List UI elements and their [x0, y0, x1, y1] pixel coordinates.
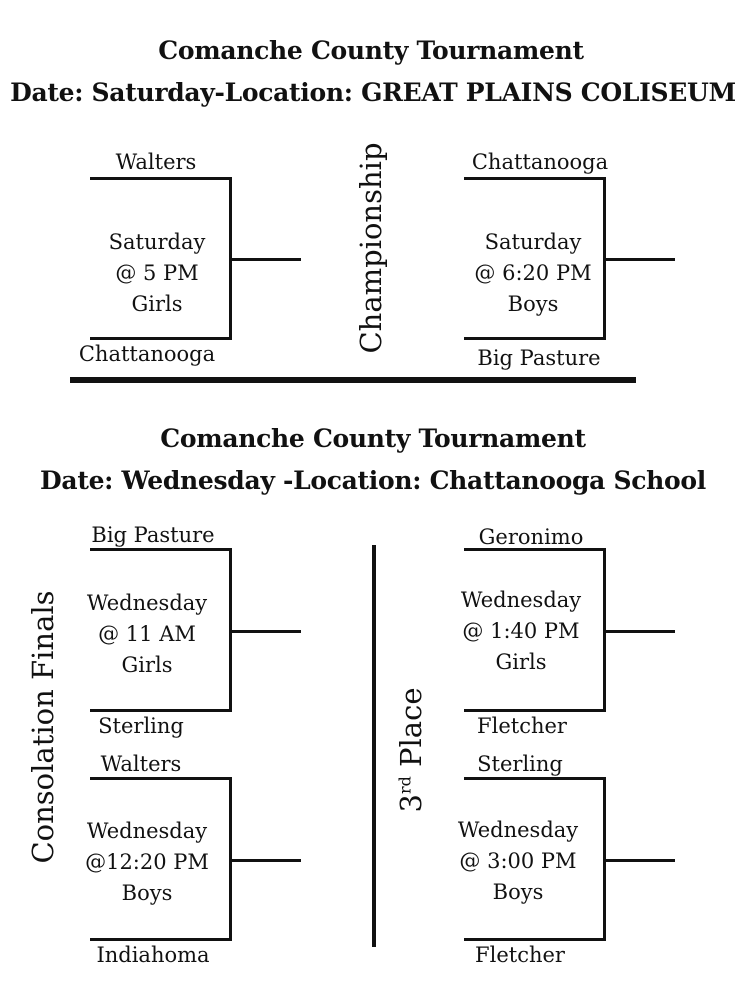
game-time: @ 5 PM	[115, 261, 199, 285]
game-day: Wednesday	[460, 588, 582, 612]
bottom-team: Fletcher	[475, 943, 565, 967]
game-time: @ 1:40 PM	[462, 619, 580, 643]
game-division: Boys	[121, 881, 173, 905]
section1-subtitle: Date: Saturday-Location: GREAT PLAINS COLISEUM	[10, 78, 736, 107]
game-info	[458, 815, 578, 908]
game-info	[109, 227, 206, 320]
top-team: Sterling	[477, 752, 563, 776]
third-place-number: 3	[394, 794, 428, 813]
bottom-team: Indiahoma	[96, 943, 210, 967]
consolation-finals-label: Consolation Finals	[26, 590, 60, 864]
championship-label: Championship	[354, 142, 388, 354]
bracket-top-line	[464, 777, 606, 780]
column-divider	[372, 545, 376, 947]
section1-title: Comanche County Tournament	[158, 36, 584, 65]
bracket-top-line	[90, 548, 232, 551]
game-division: Boys	[507, 292, 559, 316]
game-division: Boys	[492, 880, 544, 904]
bracket-bottom-line	[90, 337, 232, 340]
game-division: Girls	[121, 653, 173, 677]
bracket-bottom-line	[90, 938, 232, 941]
section-divider	[70, 377, 636, 383]
game-info	[85, 816, 209, 909]
top-team: Big Pasture	[91, 523, 215, 547]
game-day: Wednesday	[457, 818, 579, 842]
bottom-team: Sterling	[98, 714, 184, 738]
bracket-winner-line	[229, 859, 301, 862]
top-team: Geronimo	[478, 525, 584, 549]
game-day: Saturday	[108, 230, 206, 254]
game-info	[461, 585, 581, 678]
bottom-team: Chattanooga	[78, 342, 216, 366]
top-team: Walters	[100, 752, 182, 776]
bracket-winner-line	[603, 630, 675, 633]
bracket-top-line	[464, 177, 606, 180]
game-division: Girls	[495, 650, 547, 674]
bracket-bottom-line	[464, 709, 606, 712]
game-day: Wednesday	[86, 819, 208, 843]
bottom-team: Fletcher	[477, 714, 567, 738]
game-info	[474, 227, 591, 320]
top-team: Walters	[115, 150, 197, 174]
game-time: @ 3:00 PM	[459, 849, 577, 873]
bracket-bottom-line	[464, 337, 606, 340]
bracket-winner-line	[229, 258, 301, 261]
section2-subtitle: Date: Wednesday -Location: Chattanooga School	[40, 466, 706, 495]
bracket-bottom-line	[90, 709, 232, 712]
game-day: Saturday	[484, 230, 582, 254]
section2-title: Comanche County Tournament	[160, 424, 586, 453]
third-place-label	[394, 688, 428, 813]
bracket-winner-line	[229, 630, 301, 633]
bracket-winner-line	[603, 258, 675, 261]
game-day: Wednesday	[86, 591, 208, 615]
top-team: Chattanooga	[471, 150, 609, 174]
game-time: @ 6:20 PM	[474, 261, 592, 285]
game-division: Girls	[131, 292, 183, 316]
bracket-bottom-line	[464, 938, 606, 941]
bracket-top-line	[90, 777, 232, 780]
game-info	[87, 588, 207, 681]
third-place-suffix: rd	[395, 776, 415, 795]
third-place-word: Place	[394, 687, 428, 767]
bracket-top-line	[90, 177, 232, 180]
bracket-winner-line	[603, 859, 675, 862]
game-time: @ 11 AM	[98, 622, 196, 646]
bottom-team: Big Pasture	[477, 346, 601, 370]
game-time: @12:20 PM	[85, 850, 209, 874]
